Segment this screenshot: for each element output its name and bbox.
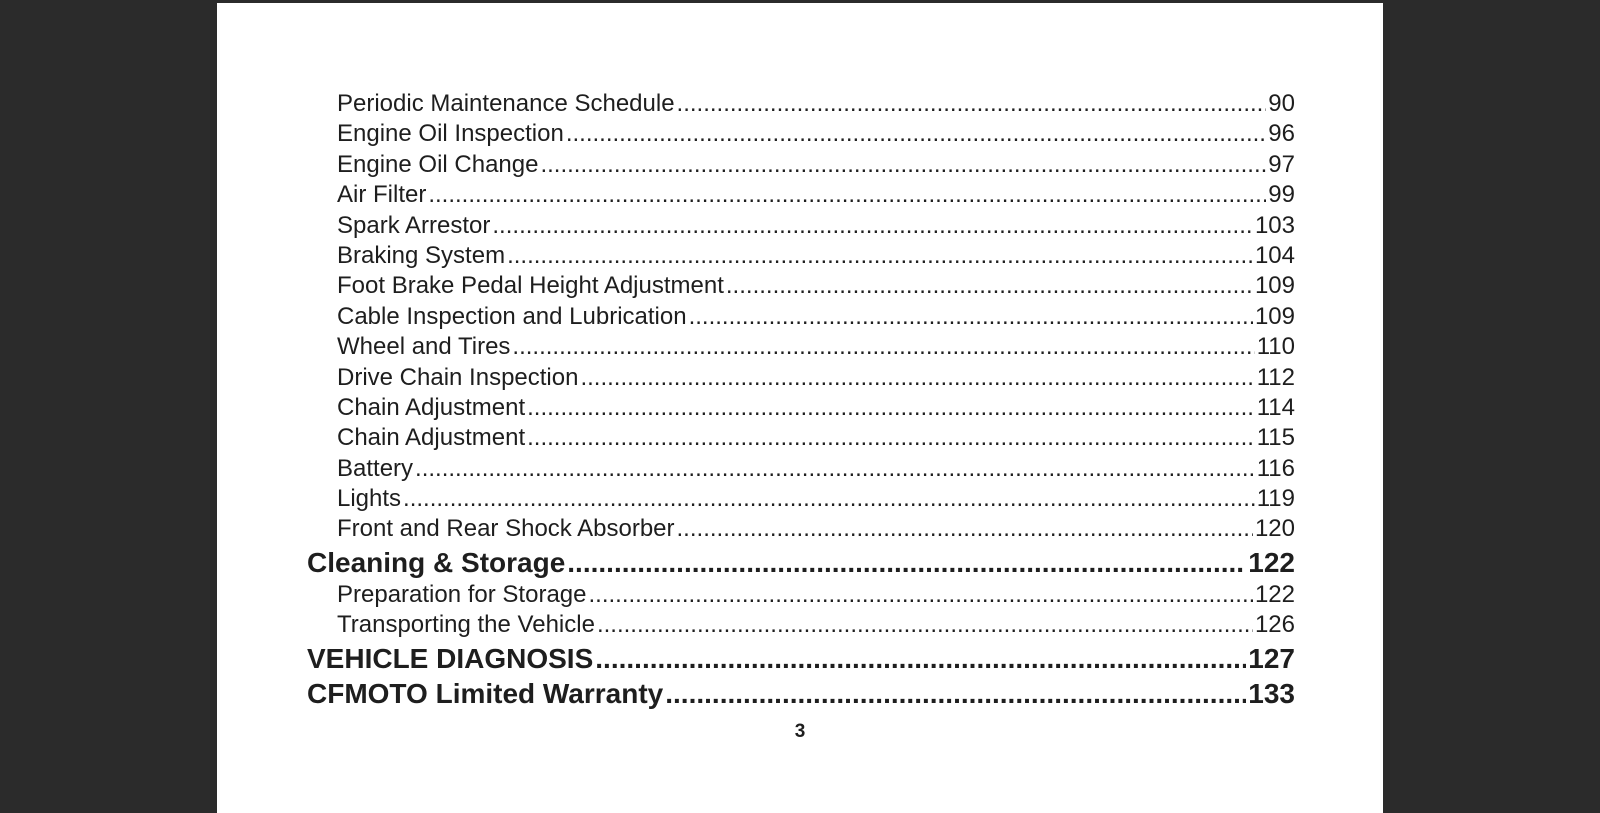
toc-entry-page: 103 — [1254, 211, 1295, 239]
toc-entry-title: Drive Chain Inspection — [337, 363, 579, 391]
toc-entry[interactable] — [307, 610, 1295, 640]
toc-entry-title: Transporting the Vehicle — [337, 611, 595, 639]
toc-leader-dots — [665, 676, 1246, 711]
toc-leader-dots — [588, 580, 1252, 610]
toc-section-entry[interactable] — [307, 641, 1295, 676]
toc-entry-title: Braking System — [337, 241, 506, 269]
toc-entry-title: Chain Adjustment — [337, 424, 526, 452]
toc-leader-dots — [540, 150, 1266, 180]
toc-entry[interactable] — [307, 302, 1295, 332]
toc-entry[interactable] — [307, 180, 1295, 210]
toc-entry-title: Engine Oil Inspection — [337, 120, 564, 148]
toc-leader-dots — [677, 514, 1253, 544]
toc-section-entry[interactable] — [307, 676, 1295, 711]
toc-leader-dots — [580, 363, 1254, 393]
toc-section-title: Cleaning & Storage — [307, 546, 566, 578]
toc-section-page: 122 — [1248, 546, 1295, 578]
toc-entry-title: Spark Arrestor — [337, 211, 491, 239]
toc-entry-page: 115 — [1256, 424, 1295, 452]
toc-leader-dots — [597, 610, 1253, 640]
document-page — [217, 3, 1383, 813]
toc-entry-page: 97 — [1268, 150, 1295, 178]
toc-section-entry[interactable] — [307, 545, 1295, 580]
toc-entry-page: 99 — [1268, 181, 1295, 209]
toc-leader-dots — [527, 393, 1255, 423]
toc-leader-dots — [677, 89, 1267, 119]
toc-entry[interactable] — [307, 119, 1295, 149]
toc-entry-title: Wheel and Tires — [337, 333, 511, 361]
toc-entry[interactable] — [307, 580, 1295, 610]
toc-leader-dots — [566, 119, 1266, 149]
toc-entry-title: Periodic Maintenance Schedule — [337, 90, 675, 117]
toc-leader-dots — [595, 641, 1246, 676]
toc-entry-title: Foot Brake Pedal Height Adjustment — [337, 272, 724, 300]
toc-entry-page: 90 — [1268, 90, 1295, 117]
toc-entry[interactable] — [307, 241, 1295, 271]
toc-entry[interactable] — [307, 332, 1295, 362]
toc-leader-dots — [415, 454, 1255, 484]
toc-entry-title: Front and Rear Shock Absorber — [337, 515, 675, 543]
page-number: 3 — [794, 721, 806, 742]
toc-section-page: 127 — [1248, 642, 1295, 674]
toc-entry[interactable] — [307, 89, 1295, 119]
toc-entry[interactable] — [307, 484, 1295, 514]
toc-leader-dots — [492, 211, 1253, 241]
toc-entry-page: 122 — [1254, 580, 1295, 608]
toc-entry-page: 120 — [1254, 515, 1295, 543]
toc-entry[interactable] — [307, 393, 1295, 423]
toc-entry-title: Air Filter — [337, 181, 427, 209]
toc-entry-page: 109 — [1254, 272, 1295, 300]
toc-entry-page: 114 — [1256, 393, 1295, 421]
toc-entry-page: 112 — [1256, 363, 1295, 391]
toc-entry[interactable] — [307, 363, 1295, 393]
toc-leader-dots — [403, 484, 1255, 514]
toc-leader-dots — [689, 302, 1253, 332]
toc-leader-dots — [527, 423, 1255, 453]
toc-leader-dots — [567, 545, 1246, 580]
toc-entry[interactable] — [307, 211, 1295, 241]
toc-entry-title: Cable Inspection and Lubrication — [337, 302, 687, 330]
toc-entry-title: Engine Oil Change — [337, 150, 539, 178]
toc-entry-page: 110 — [1256, 333, 1295, 361]
toc-entry[interactable] — [307, 454, 1295, 484]
toc-entry-title: Chain Adjustment — [337, 393, 526, 421]
toc-entry-title: Battery — [337, 454, 414, 482]
toc-leader-dots — [726, 271, 1253, 301]
toc-entry[interactable] — [307, 150, 1295, 180]
toc-entry[interactable] — [307, 514, 1295, 544]
toc-entry-page: 96 — [1268, 120, 1295, 148]
toc-entry-page: 116 — [1256, 454, 1295, 482]
toc-entry-page: 104 — [1254, 241, 1295, 269]
toc-leader-dots — [512, 332, 1254, 362]
toc-section-page: 133 — [1248, 677, 1295, 709]
toc-section-title: CFMOTO Limited Warranty — [307, 677, 664, 709]
toc-leader-dots — [507, 241, 1253, 271]
table-of-contents — [307, 89, 1295, 711]
toc-entry[interactable] — [307, 423, 1295, 453]
toc-entry-title: Preparation for Storage — [337, 580, 587, 608]
toc-entry-page: 126 — [1254, 611, 1295, 639]
toc-section-title: VEHICLE DIAGNOSIS — [307, 642, 594, 674]
toc-leader-dots — [428, 180, 1266, 210]
toc-entry-page: 119 — [1256, 485, 1295, 513]
toc-entry-page: 109 — [1254, 302, 1295, 330]
toc-entry[interactable] — [307, 271, 1295, 301]
toc-entry-title: Lights — [337, 485, 402, 513]
